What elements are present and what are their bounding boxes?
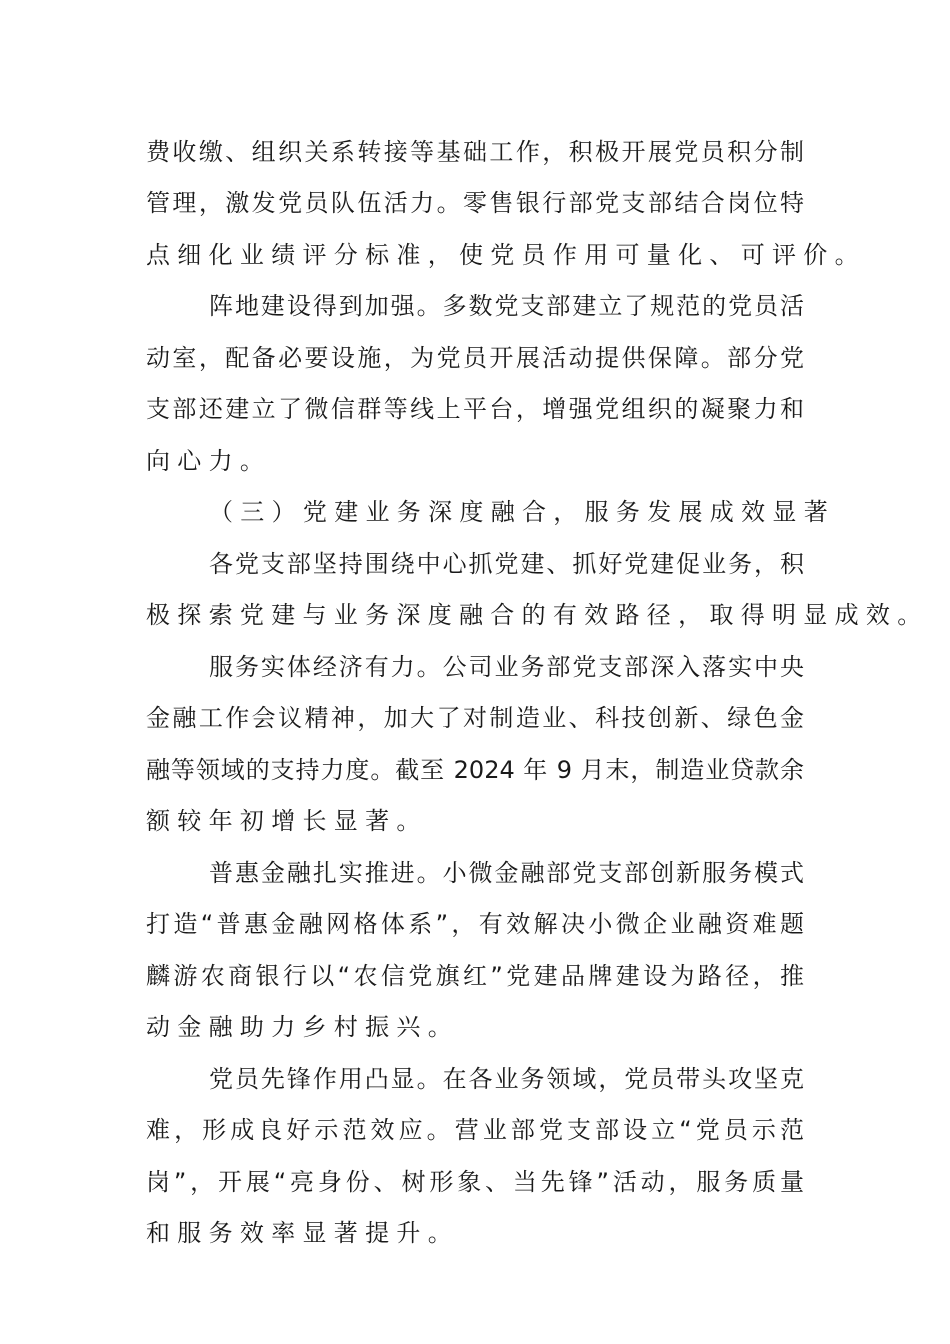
paragraph-line: 金融工作会议精神，加大了对制造业、科技创新、绿色金 (146, 704, 804, 732)
paragraph-line: 麟游农商银行以“农信党旗红”党建品牌建设为路径，推 (146, 962, 804, 990)
paragraph-line: 向心力。 (146, 447, 272, 475)
paragraph-line: 点细化业绩评分标准，使党员作用可量化、可评价。 (146, 241, 866, 269)
paragraph-line: 难，形成良好示范效应。营业部党支部设立“党员示范 (146, 1116, 804, 1144)
paragraph-line: 融等领域的支持力度。截至 2024 年 9 月末，制造业贷款余 (146, 756, 804, 784)
paragraph-line: 和服务效率显著提升。 (146, 1219, 459, 1247)
section-heading: （三）党建业务深度融合，服务发展成效显著 (209, 498, 835, 526)
paragraph-line: 极探索党建与业务深度融合的有效路径，取得明显成效。 (146, 601, 929, 629)
paragraph-line: 动室，配备必要设施，为党员开展活动提供保障。部分党 (146, 344, 804, 372)
paragraph-line: 普惠金融扎实推进。小微金融部党支部创新服务模式 (209, 859, 804, 887)
paragraph-line: 阵地建设得到加强。多数党支部建立了规范的党员活 (209, 292, 804, 320)
paragraph-line: 支部还建立了微信群等线上平台，增强党组织的凝聚力和 (146, 395, 804, 423)
paragraph-line: 打造“普惠金融网格体系”，有效解决小微企业融资难题 (146, 910, 804, 938)
paragraph-line: 党员先锋作用凸显。在各业务领域，党员带头攻坚克 (209, 1065, 804, 1093)
paragraph-line: 管理，激发党员队伍活力。零售银行部党支部结合岗位特 (146, 189, 804, 217)
paragraph-line: 额较年初增长显著。 (146, 807, 428, 835)
paragraph-line: 岗”，开展“亮身份、树形象、当先锋”活动，服务质量 (146, 1168, 804, 1196)
paragraph-line: 费收缴、组织关系转接等基础工作，积极开展党员积分制 (146, 138, 804, 166)
paragraph-line: 动金融助力乡村振兴。 (146, 1013, 459, 1041)
paragraph-line: 各党支部坚持围绕中心抓党建、抓好党建促业务，积 (209, 550, 804, 578)
paragraph-line: 服务实体经济有力。公司业务部党支部深入落实中央 (209, 653, 804, 681)
